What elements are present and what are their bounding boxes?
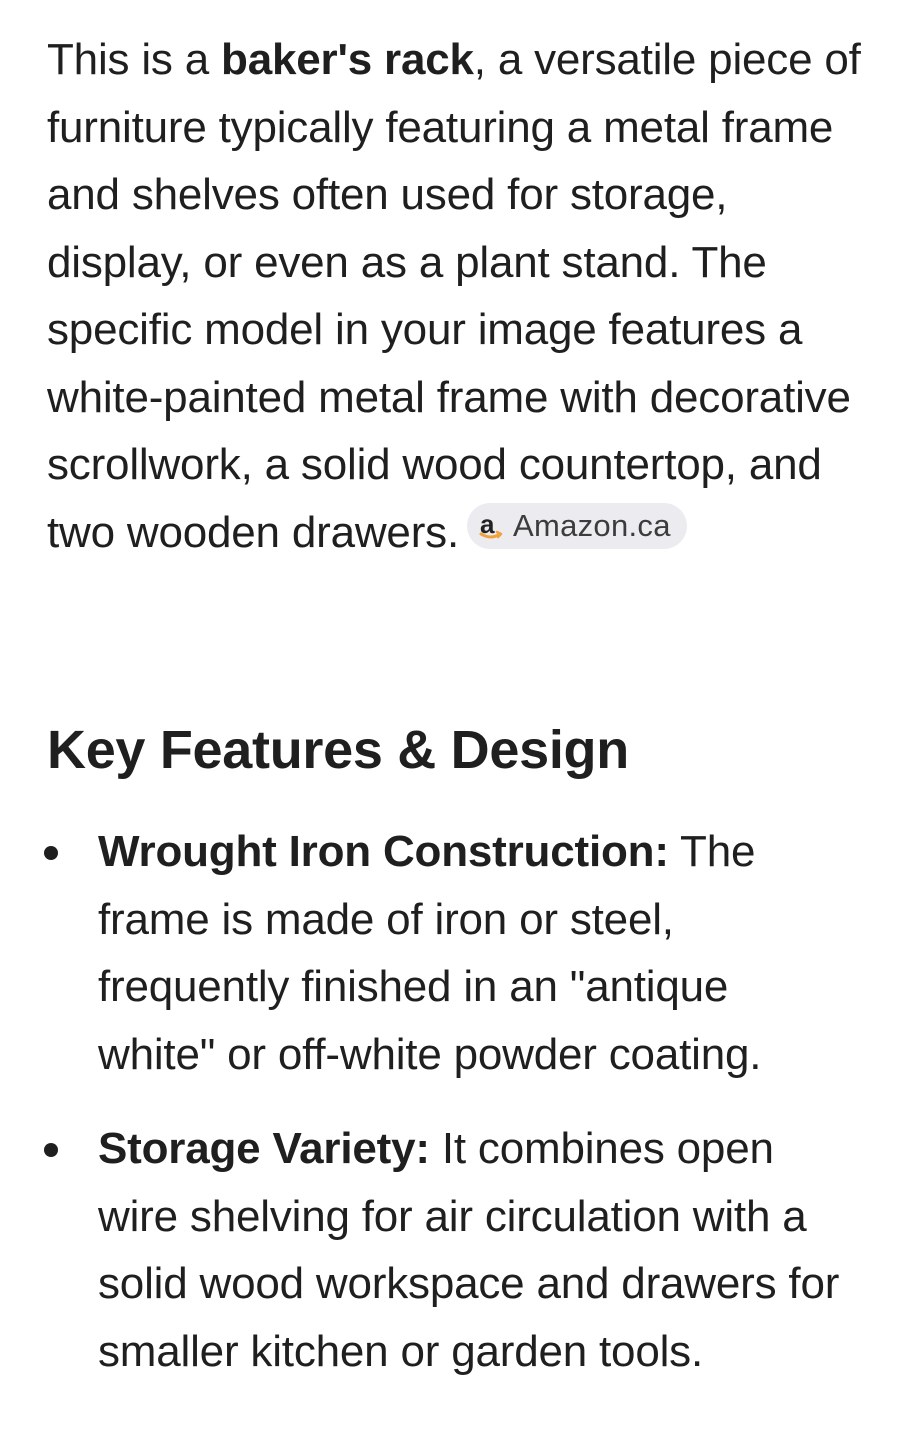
source-chip-amazon[interactable]	[467, 503, 687, 549]
feature-list	[47, 818, 847, 1412]
list-item	[47, 818, 847, 1088]
intro-body: , a versatile piece of furniture typically featuring a metal frame and shelves often used for storage, display, or even as a plant stand. The specific model in your image features a white-painted metal frame with decorative scrollwork, a solid wood countertop, and two wooden drawers.	[47, 35, 861, 557]
source-chip-label: Amazon.ca	[512, 507, 671, 543]
feature-description: It combines open wire shelving for air circulation with a solid wood workspace and drawers for smaller kitchen or garden tools.	[98, 1124, 840, 1376]
list-item	[47, 1115, 847, 1385]
feature-description: The frame is made of iron or steel, frequently finished in an "antique white" or off-white powder coating.	[98, 827, 762, 1079]
feature-term: Storage Variety:	[98, 1124, 430, 1173]
intro-prefix: This is a	[47, 35, 222, 84]
bullet-icon	[44, 846, 58, 860]
intro-paragraph	[47, 26, 867, 566]
section-title: Key Features & Design	[47, 720, 629, 780]
feature-term: Wrought Iron Construction:	[98, 827, 669, 876]
response-content	[47, 26, 867, 1376]
intro-highlight: baker's rack	[221, 35, 474, 84]
amazon-icon: a	[477, 509, 505, 543]
bullet-icon	[44, 1143, 58, 1157]
